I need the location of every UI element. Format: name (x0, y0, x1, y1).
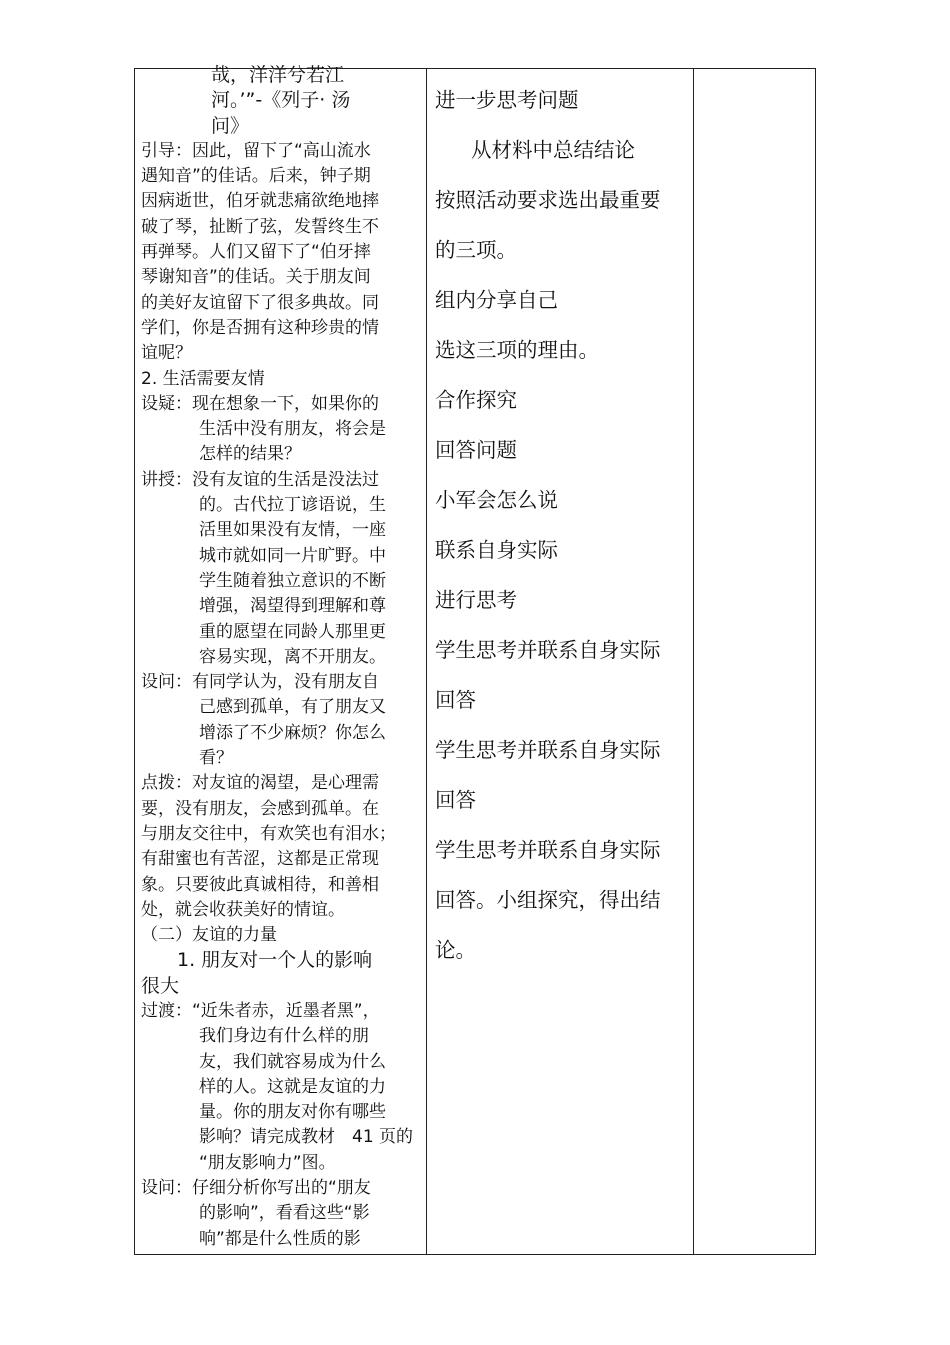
question-line: 增添了不少麻烦？你怎么 (199, 722, 386, 743)
intro-line: 遇知音”的佳话。后来，钟子期 (141, 166, 371, 187)
quote-line: 哉，洋洋兮若江 (211, 64, 345, 86)
lecture-line: 的。古代拉丁谚语说，生 (199, 495, 386, 516)
student-activity-line: 从材料中总结结论 (471, 138, 635, 162)
student-activity-line: 选这三项的理由。 (435, 338, 599, 362)
intro-line: 学们，你是否拥有这种珍贵的情 (141, 317, 379, 338)
transition-line: 量。你的朋友对你有哪些 (199, 1102, 386, 1123)
transition-line: 影响？请完成教材 41 页的 (199, 1127, 414, 1148)
transition-line: “朋友影响力”图。 (199, 1152, 336, 1173)
student-activity-line: 联系自身实际 (435, 538, 558, 562)
column-divider-1 (426, 69, 427, 1254)
student-activity-line: 回答 (435, 788, 476, 812)
question-line: 设问：仔细分析你写出的“朋友 (141, 1178, 371, 1199)
subsection-title: 1. 朋友对一个人的影响 (177, 949, 373, 972)
lecture-line: 城市就如同一片旷野。中 (199, 545, 386, 566)
lecture-line: 重的愿望在同龄人那里更 (199, 621, 386, 642)
part-2-title: （二）友谊的力量 (141, 925, 277, 946)
student-activity-line: 学生思考并联系自身实际 (435, 638, 661, 662)
lecture-line: 学生随着独立意识的不断 (199, 570, 386, 591)
student-activity-line: 回答。小组探究，得出结 (435, 888, 661, 912)
column-divider-2 (693, 69, 694, 1254)
quote-line: 河。’”-《列子· 汤 (211, 89, 351, 112)
question-line: 设问：有同学认为，没有朋友自 (141, 672, 379, 693)
question-line: 己感到孤单，有了朋友又 (199, 697, 386, 718)
intro-line: 再弹琴。人们又留下了“伯牙摔 (141, 242, 371, 263)
hint-line: 点拨：对友谊的渴望，是心理需 (141, 773, 379, 794)
hint-line: 要，没有朋友，会感到孤单。在 (141, 798, 379, 819)
student-activity-line: 小军会怎么说 (435, 488, 558, 512)
student-activity-line: 学生思考并联系自身实际 (435, 838, 661, 862)
student-activity-line: 论。 (435, 938, 476, 962)
lecture-line: 讲授：没有友谊的生活是没法过 (141, 469, 379, 490)
question-line: 的影响”，看看这些“影 (199, 1203, 370, 1224)
question-line: 怎样的结果？ (199, 444, 301, 465)
intro-line: 因病逝世，伯牙就悲痛欲绝地摔 (141, 191, 379, 212)
intro-line: 引导：因此，留下了“高山流水 (141, 140, 371, 161)
lesson-plan-table (134, 64, 816, 1255)
transition-line: 我们身边有什么样的朋 (199, 1026, 369, 1047)
hint-line: 象。只要彼此真诚相待，和善相 (141, 874, 379, 895)
question-line: 生活中没有朋友，将会是 (199, 419, 386, 440)
subsection-title: 很大 (141, 974, 180, 997)
lecture-line: 容易实现，离不开朋友。 (199, 646, 386, 667)
student-activity-line: 回答问题 (435, 438, 517, 462)
quote-line: 问》 (211, 114, 250, 137)
student-activity-line: 按照活动要求选出最重要 (435, 188, 661, 212)
student-activity-line: 回答 (435, 688, 476, 712)
hint-line: 有甜蜜也有苦涩，这都是正常现 (141, 849, 379, 870)
question-line: 响”都是什么性质的影 (199, 1228, 361, 1249)
intro-line: 琴谢知音”的佳话。关于朋友间 (141, 267, 371, 288)
transition-line: 过渡：“近朱者赤，近墨者黑”， (141, 1000, 380, 1021)
student-activity-line: 进一步思考问题 (435, 88, 579, 112)
lecture-line: 活里如果没有友情，一座 (199, 520, 386, 541)
student-activity-line: 进行思考 (435, 588, 517, 612)
student-activity-line: 的三项。 (435, 238, 517, 262)
transition-line: 样的人。这就是友谊的力 (199, 1076, 386, 1097)
section-2-title: 2. 生活需要友情 (141, 368, 265, 389)
student-activity-line: 合作探究 (435, 388, 517, 412)
transition-line: 友，我们就容易成为什么 (199, 1051, 386, 1072)
intro-line: 谊呢？ (141, 343, 192, 364)
lecture-line: 增强，渴望得到理解和尊 (199, 596, 386, 617)
question-line: 看？ (199, 748, 233, 769)
hint-line: 处，就会收获美好的情谊。 (141, 899, 345, 920)
intro-line: 的美好友谊留下了很多典故。同 (141, 292, 379, 313)
teacher-activity-column (141, 63, 421, 1252)
hint-line: 与朋友交往中，有欢笑也有泪水； (141, 823, 396, 844)
student-activity-line: 学生思考并联系自身实际 (435, 738, 661, 762)
intro-line: 破了琴，扯断了弦，发誓终生不 (141, 216, 379, 237)
student-activity-line: 组内分享自己 (435, 288, 558, 312)
question-line: 设疑：现在想象一下，如果你的 (141, 393, 379, 414)
student-activity-column (435, 75, 685, 975)
